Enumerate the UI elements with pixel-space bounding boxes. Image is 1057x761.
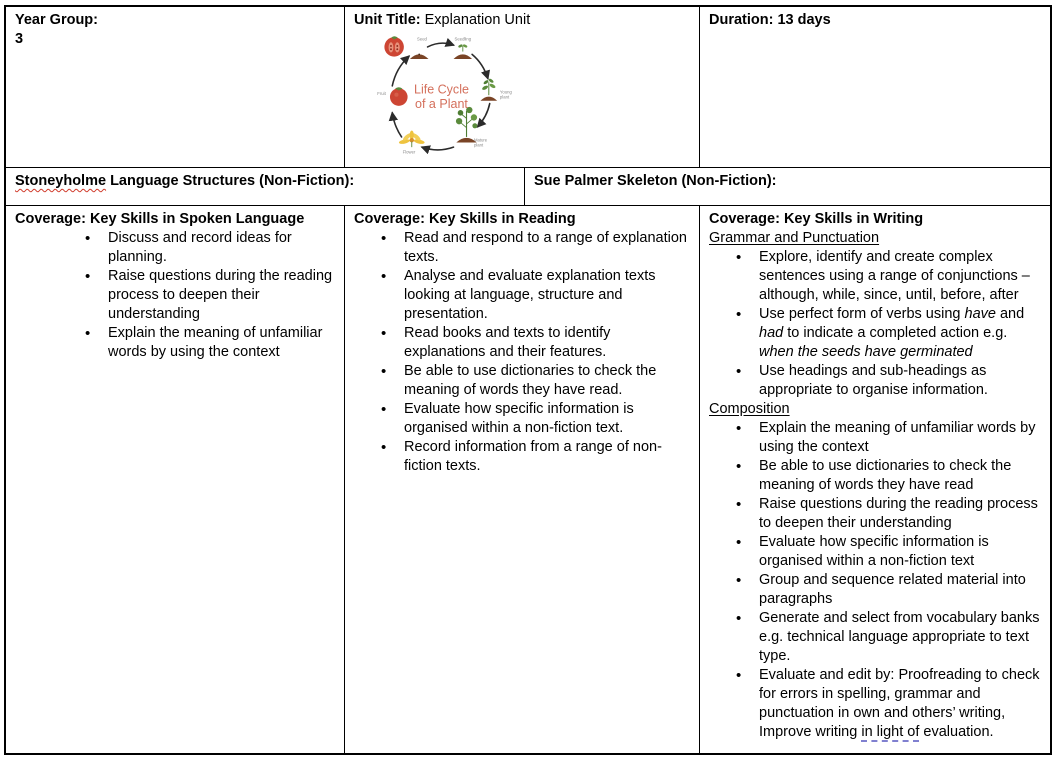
- coverage-row: [6, 206, 1050, 753]
- cycle-title-line2: of a Plant: [415, 97, 468, 112]
- spoken-bullet-list: [83, 229, 335, 362]
- spoken-heading: Coverage: Key Skills in Spoken Language: [15, 211, 305, 227]
- unit-plan-table: [4, 5, 1052, 755]
- unit-title-cell: [345, 7, 700, 168]
- reading-heading: Coverage: Key Skills in Reading: [354, 211, 576, 227]
- stage-label-fruit: Fruit: [377, 91, 386, 97]
- list-item: • Group and sequence related material into paragraphs: [734, 571, 1041, 609]
- stage-label-mature-plant: Mature plant: [473, 137, 488, 148]
- italic-text: when the seeds have germinated: [759, 344, 973, 360]
- list-item: • Explain the meaning of unfamiliar words by using the context: [83, 324, 335, 362]
- stage-label-young-plant: Young plant: [499, 89, 512, 100]
- list-item: • Raise questions during the reading process to deepen their understanding: [734, 495, 1041, 533]
- structures-row: [6, 168, 1050, 206]
- list-item: • Explain the meaning of unfamiliar words by using the context: [734, 419, 1041, 457]
- list-item: [734, 305, 1041, 362]
- list-item: • Raise questions during the reading process to deepen their understanding: [83, 267, 335, 324]
- reading-cell: [345, 206, 700, 753]
- language-structures-cell: [6, 168, 525, 206]
- grammar-subheading: Grammar and Punctuation: [709, 230, 880, 246]
- seedling-icon: [454, 44, 473, 59]
- duration-line: [709, 11, 1041, 30]
- bullet-text: Evaluate and edit by: Proofreading to check for errors in spelling, grammar and punctuation in own and others’ writing, Improve writing: [759, 667, 1040, 740]
- language-structures-heading-rest: Language Structures (Non-Fiction):: [106, 173, 355, 189]
- stage-label-flower: Flower: [402, 149, 416, 155]
- list-item: • Explore, identify and create complex sentences using a range of conjunctions – although, while, since, until, before, after: [734, 248, 1041, 305]
- list-item: • Generate and select from vocabulary banks e.g. technical language appropriate to text type.: [734, 609, 1041, 666]
- cycle-title-line1: Life Cycle: [413, 82, 469, 97]
- bullet-text: and: [995, 306, 1025, 322]
- writing-cell: [700, 206, 1050, 753]
- list-item: • Use headings and sub-headings as appropriate to organise information.: [734, 362, 1041, 400]
- arrow-young-to-mature: [478, 104, 490, 127]
- bullet-text: to indicate a completed action e.g.: [783, 325, 1008, 341]
- year-group-value: 3: [15, 31, 24, 47]
- arrow-mature-to-flower: [422, 147, 454, 150]
- bullet-text: evaluation.: [919, 724, 994, 740]
- sue-palmer-cell: [525, 168, 1050, 206]
- list-item: • Read books and texts to identify explanations and their features.: [379, 324, 690, 362]
- sue-palmer-heading: Sue Palmer Skeleton (Non-Fiction):: [534, 173, 777, 189]
- arrow-flower-to-fruit: [392, 113, 401, 137]
- cut-tomato-icon: [384, 36, 403, 56]
- year-group-cell: [6, 7, 345, 168]
- italic-text: have: [964, 306, 996, 322]
- unit-title-label: Unit Title:: [354, 12, 421, 28]
- fruit-icon: [390, 87, 408, 106]
- grammar-bullet-list: [734, 248, 1041, 400]
- misspelled-word: Stoneyholme: [15, 173, 107, 189]
- list-item: • Record information from a range of non-fiction texts.: [379, 438, 690, 476]
- list-item: • Evaluate how specific information is organised within a non-fiction text: [734, 533, 1041, 571]
- plant-life-cycle-image: [370, 32, 512, 163]
- writing-heading: Coverage: Key Skills in Writing: [709, 211, 924, 227]
- seed-icon: [410, 54, 429, 59]
- italic-text: had: [759, 325, 784, 341]
- stage-label-seedling: Seedling: [454, 36, 472, 42]
- arrow-fruit-to-seed: [392, 56, 409, 86]
- composition-subheading: Composition: [709, 401, 790, 417]
- list-item: [734, 666, 1041, 742]
- arrow-seed-to-seedling: [428, 43, 454, 47]
- list-item: • Analyse and evaluate explanation texts looking at language, structure and presentation.: [379, 267, 690, 324]
- bullet-text: Use perfect form of verbs using: [759, 306, 965, 322]
- duration-value: 13 days: [777, 12, 831, 28]
- reading-bullet-list: [379, 229, 690, 476]
- unit-title-value: Explanation Unit: [424, 12, 531, 28]
- list-item: • Be able to use dictionaries to check the meaning of words they have read: [734, 457, 1041, 495]
- flower-icon: [398, 130, 425, 147]
- unit-title-line: [354, 11, 690, 30]
- young-plant-icon: [480, 78, 497, 101]
- spoken-language-cell: [6, 206, 345, 753]
- composition-bullet-list: [734, 419, 1041, 742]
- stage-label-seed: Seed: [417, 36, 427, 42]
- arrow-seedling-to-young: [472, 54, 488, 78]
- plant-life-cycle-figure: [370, 32, 690, 168]
- list-item: • Discuss and record ideas for planning.: [83, 229, 335, 267]
- list-item: • Read and respond to a range of explanation texts.: [379, 229, 690, 267]
- list-item: • Be able to use dictionaries to check the meaning of words they have read.: [379, 362, 690, 400]
- duration-cell: [700, 7, 1050, 168]
- list-item: • Evaluate how specific information is organised within a non-fiction text.: [379, 400, 690, 438]
- year-group-label: Year Group:: [15, 12, 98, 28]
- header-row: [6, 7, 1050, 168]
- duration-label: Duration:: [709, 12, 774, 28]
- grammar-checked-phrase: in light of: [861, 724, 920, 740]
- language-structures-heading: [15, 172, 515, 191]
